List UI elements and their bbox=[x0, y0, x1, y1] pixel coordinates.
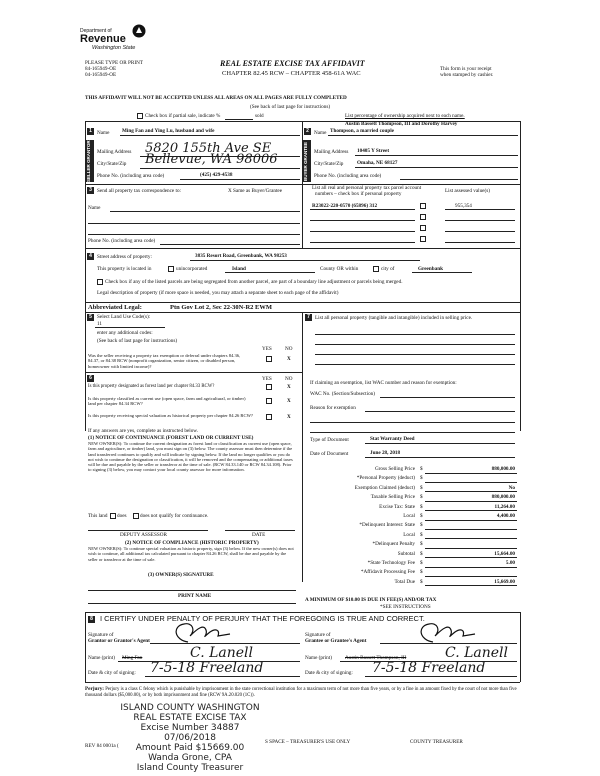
does-checkbox[interactable] bbox=[110, 513, 116, 519]
tax-row-label: Total Due bbox=[394, 578, 415, 585]
seller-mailing-label: Mailing Address bbox=[97, 149, 132, 155]
unincorporated-label: unincorporated bbox=[176, 266, 208, 272]
seller-mailing-address: 5820 155th Ave SE bbox=[145, 141, 272, 156]
historic-no-mark: X bbox=[287, 414, 291, 420]
current-use-no-mark: X bbox=[287, 398, 291, 404]
partial-sale-label: Check box if partial sale, indicate % bbox=[145, 113, 221, 119]
minimum-due-note: A MINIMUM OF $10.00 IS DUE IN FEE(S) AND/OR TAX bbox=[305, 597, 437, 603]
tax-row-label: Subtotal bbox=[397, 550, 415, 557]
tax-row-currency: $ bbox=[420, 503, 423, 510]
buyer-phone-label: Phone No. (including area code) bbox=[314, 173, 382, 179]
type-or-print: PLEASE TYPE OR PRINT bbox=[85, 60, 143, 66]
stamp-line-7: Island County Treasurer bbox=[136, 763, 244, 773]
tax-row-label: *Personal Property (deduct) bbox=[356, 475, 415, 482]
perjury-label: Perjury: bbox=[85, 686, 105, 692]
tax-row-label: Excise Tax: State bbox=[379, 503, 415, 510]
tax-row-value: No bbox=[508, 484, 515, 491]
land-use-code: 11 bbox=[97, 321, 102, 327]
current-use-yes-checkbox[interactable] bbox=[266, 398, 272, 404]
buyer-name-line-2: Thompson, a married couple bbox=[330, 128, 394, 134]
tax-row-label: Exemption Claimed (deduct) bbox=[354, 484, 415, 491]
warning-line: THIS AFFIDAVIT WILL NOT BE ACCEPTED UNLESS ALL AREAS ON ALL PAGES ARE FULLY COMPLETED bbox=[85, 95, 347, 101]
land-use-see-back: (See back of last page for instructions) bbox=[97, 338, 178, 344]
city-of-checkbox[interactable] bbox=[373, 266, 379, 272]
tax-row-currency: $ bbox=[420, 578, 423, 585]
tax-row-label: Gross Selling Price bbox=[374, 466, 415, 472]
tax-row-label: Local bbox=[403, 531, 415, 538]
assessed-value: 955,354 bbox=[455, 203, 472, 209]
yes-header-6: YES bbox=[262, 376, 272, 382]
grantee-date-city-label: Date & city of signing: bbox=[305, 670, 353, 676]
tax-row-value: 15,664.00 bbox=[494, 550, 515, 557]
abbreviated-legal-label: Abbreviated Legal: bbox=[88, 304, 142, 311]
tax-row-value: 880,000.00 bbox=[491, 466, 515, 472]
see-back-instructions: (See back of last page for instructions) bbox=[250, 104, 331, 110]
stamp-line-1: ISLAND COUNTY WASHINGTON bbox=[120, 703, 260, 713]
tax-row-label: Local bbox=[403, 513, 415, 519]
same-as-buyer-option[interactable]: X Same as Buyer/Grantee bbox=[228, 188, 283, 194]
grantor-written-name: C. Lanell bbox=[190, 645, 254, 661]
forest-no-mark: X bbox=[287, 384, 291, 390]
tax-row-value: 15,669.00 bbox=[494, 578, 515, 585]
list-percentage-note: List percentage of ownership acquired next to each name. bbox=[345, 113, 465, 119]
abbreviated-legal: Ptn Gov Lot 2, Sec 22-30N-R2 EWM bbox=[170, 304, 273, 311]
tax-row-currency: $ bbox=[420, 466, 423, 472]
does-label: does bbox=[117, 513, 127, 519]
section-3-marker: 3 bbox=[87, 187, 94, 194]
no-header-5: NO bbox=[285, 346, 293, 352]
tax-row-currency: $ bbox=[420, 484, 423, 491]
form-number-2: 04-165949-OE bbox=[85, 72, 117, 78]
parcel-header-2: numbers – check box if personal property bbox=[315, 191, 402, 197]
tax-row-label: *State Technology Fee bbox=[367, 560, 415, 566]
notice-continuance-body: NEW OWNER(S): To continue the current designation as forest land or classification as current use (open space, farm and agriculture, or timber) land, you must sign on (3) below. The county assessor must then determine if the land transferred continues to qualify and will indicate by signing below. If the land no longer qualifies or you do not wish to continue the designation or classification, it will be removed and the compensating or additional taxes will be due and payable by the seller or transferor at the time of sale. (RCW 84.33.140 or RCW 84.34.108). Prior to signing (3) below, you may contact your local county assessor for more information. bbox=[88, 441, 293, 473]
historic-yes-checkbox[interactable] bbox=[266, 414, 272, 420]
document-type-label: Type of Document bbox=[310, 437, 349, 443]
revision-number: REV 84 0001a ( bbox=[85, 743, 119, 749]
property-city: Greenbank bbox=[418, 266, 443, 272]
sold-label: sold bbox=[255, 113, 264, 119]
correspondence-phone-label: Phone No. (including area code) bbox=[88, 238, 156, 244]
partial-sale-checkbox[interactable] bbox=[137, 113, 143, 119]
if-any-yes-note: If any answers are yes, complete as instructed below. bbox=[88, 428, 199, 434]
tax-row-currency: $ bbox=[420, 569, 423, 576]
forest-yes-checkbox[interactable] bbox=[266, 384, 272, 390]
seller-phone: (425) 429-4538 bbox=[200, 172, 233, 178]
unincorporated-checkbox[interactable] bbox=[168, 266, 174, 272]
receipt-note-2: when stamped by cashier. bbox=[440, 72, 494, 78]
form-chapter: CHAPTER 82.45 RCW – CHAPTER 458-61A WAC bbox=[222, 70, 361, 77]
notice-compliance-body: NEW OWNER(S): To continue special valuation as historic property, sign (3) below. If the new owner(s) does not wish to continue, all additional tax calculated pursuant to chapter 84.26 RCW, shall be due and payable by the seller or transferor at the time of sale. bbox=[88, 546, 294, 562]
stamp-line-4: 07/06/2018 bbox=[164, 733, 216, 743]
notice-continuance-title: (1) NOTICE OF CONTINUANCE (FOREST LAND OR CURRENT USE) bbox=[88, 435, 254, 441]
buyer-name-label: Name bbox=[314, 130, 327, 136]
seller-grantor-side-label: SELLER GRANTOR bbox=[86, 140, 94, 182]
personal-property-checkbox-2[interactable] bbox=[420, 214, 426, 220]
treasurer-use-only: S SPACE – TREASURER'S USE ONLY bbox=[265, 739, 351, 745]
segregated-checkbox[interactable] bbox=[97, 279, 103, 285]
city-of-label: city of bbox=[381, 266, 395, 272]
tax-row-label: Taxable Selling Price bbox=[370, 494, 415, 501]
grantee-printed-name: Austin Bassett Thompson, III bbox=[345, 655, 407, 661]
buyer-grantee-side-label: BUYER GRANTEE bbox=[303, 140, 311, 182]
dor-logo bbox=[80, 24, 160, 54]
tax-row-currency: $ bbox=[420, 494, 423, 501]
additional-codes-label: enter any additional codes: bbox=[97, 330, 153, 336]
buyer-mailing-label: Mailing Address bbox=[314, 149, 349, 155]
buyer-city-state-zip: Omaha, NE 68127 bbox=[357, 160, 398, 166]
personal-property-checkbox-1[interactable] bbox=[420, 203, 426, 209]
exemption-reason-label: Reason for exemption bbox=[310, 405, 356, 411]
see-instructions-note: *SEE INSTRUCTIONS bbox=[380, 604, 431, 610]
no-header-6: NO bbox=[285, 376, 293, 382]
personal-property-label: List all personal property (tangible and intangible) included in selling price. bbox=[315, 315, 473, 321]
exemption-no-mark: X bbox=[287, 356, 291, 362]
tax-row-currency: $ bbox=[420, 531, 423, 538]
deputy-assessor-label: DEPUTY ASSESSOR bbox=[120, 532, 167, 538]
stamp-line-6: Wanda Grone, CPA bbox=[148, 753, 232, 763]
deputy-date-label: DATE bbox=[252, 532, 266, 538]
seller-city-state-zip: Bellevue, WA 98006 bbox=[145, 152, 278, 167]
stamp-line-5: Amount Paid $15669.00 bbox=[135, 743, 245, 753]
personal-property-checkbox-4[interactable] bbox=[420, 236, 426, 242]
grantor-signature-label-1: Signature of bbox=[88, 632, 114, 638]
dept-line: Department of bbox=[80, 28, 112, 34]
grantee-written-name: C. Lanell bbox=[445, 645, 509, 661]
grantee-signature-label-1: Signature of bbox=[305, 632, 331, 638]
receipt-note-1: This form is your receipt bbox=[440, 66, 492, 72]
parcel-number: R23022-220-0570 (65896) 312 bbox=[312, 203, 378, 209]
notice-compliance-title: (2) NOTICE OF COMPLIANCE (HISTORIC PROPERTY) bbox=[125, 540, 259, 546]
seller-name: Ming Fan and Ying Lu, husband and wife bbox=[122, 128, 215, 134]
forest-land-question: Is this property designated as forest land per chapter 84.33 RCW? bbox=[88, 384, 215, 389]
this-land-label: This land bbox=[88, 513, 108, 519]
tax-row-currency: $ bbox=[420, 475, 423, 482]
grantee-name-print-label: Name (print) bbox=[305, 655, 332, 661]
land-use-label: Select Land Use Code(s): bbox=[97, 314, 151, 320]
grantor-date-city-label: Date & city of signing: bbox=[88, 670, 136, 676]
correspondence-label: Send all property tax correspondence to: bbox=[97, 188, 181, 194]
document-type: Stat Warranty Deed bbox=[370, 436, 415, 442]
segregated-label: Check box if any of the listed parcels are being segregated from another parcel, are part of a boundary line adjustment or parcels being merged. bbox=[105, 279, 403, 285]
seller-phone-label: Phone No. (including area code) bbox=[97, 173, 165, 179]
tax-row-label: *Delinquent Interest: State bbox=[359, 522, 415, 529]
tax-row-currency: $ bbox=[420, 513, 423, 519]
certify-statement: I CERTIFY UNDER PENALTY OF PERJURY THAT THE FOREGOING IS TRUE AND CORRECT. bbox=[100, 614, 425, 623]
exemption-claim-label: If claiming an exemption, list WAC number and reason for exemption: bbox=[310, 380, 457, 386]
exemption-question: Was the seller receiving a property tax exemption or deferral under chapters 84.36, 84.37, or 84.38 RCW (nonprofit organization, senior citizen, or disabled person, homeowner with limited income)? bbox=[88, 353, 241, 369]
seller-name-label: Name bbox=[97, 130, 110, 136]
tax-row-label: *Affidavit Processing Fee bbox=[360, 569, 415, 576]
tax-row-value: 5.00 bbox=[505, 560, 515, 566]
revenue-logo-icon bbox=[132, 24, 146, 38]
does-not-label: does not qualify for continuance. bbox=[140, 513, 209, 519]
seller-city-label: City/State/Zip bbox=[97, 161, 127, 167]
form-title: REAL ESTATE EXCISE TAX AFFIDAVIT bbox=[220, 59, 365, 68]
document-date: June 28, 2018 bbox=[370, 450, 401, 456]
correspondence-name-label: Name bbox=[88, 205, 101, 211]
tax-row-currency: $ bbox=[420, 541, 423, 548]
wac-number-label: WAC No. (Section/Subsection) bbox=[310, 391, 375, 397]
section-7-marker: 7 bbox=[305, 314, 312, 321]
buyer-mailing-address: 10405 Y Street bbox=[357, 148, 390, 154]
legal-description-label: Legal description of property (if more space is needed, you may attach a separate sheet to each page of the affidavit) bbox=[97, 290, 339, 296]
county-or-within-label: County OR within bbox=[320, 266, 359, 272]
parcel-header-1: List all real and personal property tax parcel account bbox=[312, 185, 422, 191]
tax-row-label: *Delinquent Penalty bbox=[372, 541, 415, 548]
perjury-text: Perjury is a class C felony which is punishable by imprisonment in the state correctional institution for a maximum term of not more than five years, or by a fine in an amount fixed by the court of not more than five thousand dollars ($5,000.00), or by both imprisonment and fine (RCW 9A.20.020 (1C)). bbox=[85, 687, 517, 698]
revenue-wordmark: Revenue bbox=[80, 33, 126, 45]
state-line: Washington State bbox=[92, 45, 136, 51]
section-2-marker: 2 bbox=[304, 128, 311, 135]
section-6-marker: 6 bbox=[87, 375, 94, 382]
yes-header-5: YES bbox=[262, 346, 272, 352]
treasurer-stamp bbox=[115, 703, 265, 773]
tax-row-currency: $ bbox=[420, 550, 423, 557]
tax-row-value: 11,264.00 bbox=[494, 503, 515, 510]
property-street-address: 3835 Resort Road, Greenbank, WA 98253 bbox=[195, 253, 287, 259]
document-date-label: Date of Document bbox=[310, 451, 349, 457]
print-name-label: PRINT NAME bbox=[178, 593, 212, 599]
form-number-1: 84-165949-OE bbox=[85, 66, 117, 72]
owner-signature-label: (3) OWNER(S) SIGNATURE bbox=[148, 572, 214, 578]
assessed-value-header: List assessed value(s) bbox=[445, 188, 490, 194]
current-use-question: Is this property classified as current use (open space, farm and agricultural, or timber) land per chapter 84.34 RCW? bbox=[88, 396, 246, 407]
grantee-signature-label-2: Grantee or Grantee's Agent bbox=[305, 638, 367, 644]
buyer-name-line-1: Austin Bassett Thompson, III and Dorothy Harvey bbox=[345, 121, 458, 127]
grantor-signature-label-2: Grantor or Grantor's Agent bbox=[88, 638, 150, 644]
county-name: Island bbox=[232, 266, 246, 272]
personal-property-checkbox-3[interactable] bbox=[420, 225, 426, 231]
section-8-marker: 8 bbox=[88, 616, 95, 623]
grantor-date-city: 7-5-18 Freeland bbox=[150, 660, 264, 676]
buyer-city-label: City/State/Zip bbox=[314, 161, 344, 167]
section-1-marker: 1 bbox=[87, 128, 94, 135]
stamp-line-3: Excise Number 34887 bbox=[140, 723, 240, 733]
grantor-name-print-label: Name (print) bbox=[88, 655, 115, 661]
grantor-printed-name: Ming Fan bbox=[122, 655, 143, 661]
grantee-date-city: 7-5-18 Freeland bbox=[372, 660, 486, 676]
street-address-label: Street address of property: bbox=[97, 254, 152, 260]
tax-row-currency: $ bbox=[420, 560, 423, 566]
historic-question: Is this property receiving special valuation as historical property per chapter 84.26 RCW? bbox=[88, 413, 253, 418]
tax-row-value: 4,400.00 bbox=[496, 513, 515, 519]
does-not-checkbox[interactable] bbox=[133, 513, 139, 519]
stamp-line-2: REAL ESTATE EXCISE TAX bbox=[133, 713, 247, 723]
tax-row-value: 880,000.00 bbox=[491, 494, 515, 501]
located-in-label: This property is located in bbox=[97, 266, 152, 272]
section-4-marker: 4 bbox=[87, 253, 94, 260]
tax-row-currency: $ bbox=[420, 522, 423, 529]
perjury-notice bbox=[85, 686, 520, 698]
section-5-marker: 5 bbox=[87, 314, 94, 321]
exemption-yes-checkbox[interactable] bbox=[266, 356, 272, 362]
county-treasurer-label: COUNTY TREASURER bbox=[410, 739, 463, 745]
